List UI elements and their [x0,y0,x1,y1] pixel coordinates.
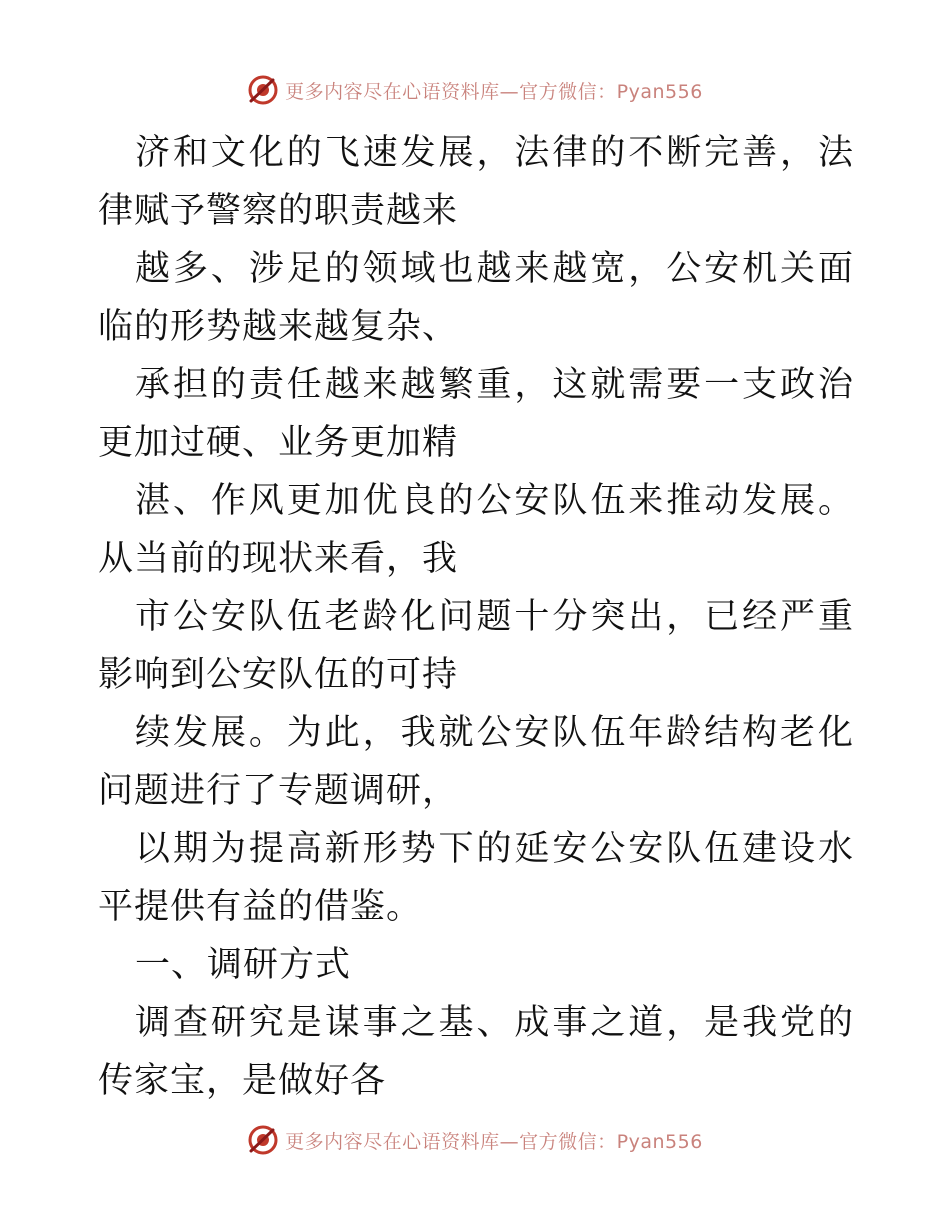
header-watermark [0,70,950,110]
paragraph-3: 承担的责任越来越繁重，这就需要一支政治更加过硬、业务更加精 [98,365,854,463]
paragraph-5: 市公安队伍老龄化问题十分突出，已经严重影响到公安队伍的可持 [98,597,854,695]
watermark-text: 更多内容尽在心语资料库—官方微信：Pyan556 [285,80,703,103]
paragraph-4: 湛、作风更加优良的公安队伍来推动发展。从当前的现状来看，我 [98,481,854,579]
watermark-text: 更多内容尽在心语资料库—官方微信：Pyan556 [285,1130,703,1153]
brush-seal-logo-icon [247,1124,279,1156]
paragraph-7: 以期为提高新形势下的延安公安队伍建设水平提供有益的借鉴。 [98,829,854,927]
paragraph-6: 续发展。为此，我就公安队伍年龄结构老化问题进行了专题调研， [98,713,854,811]
section-heading: 一、调研方式 [135,945,352,985]
paragraph-1: 济和文化的飞速发展，法律的不断完善，法律赋予警察的职责越来 [98,133,854,231]
paragraph-8: 调查研究是谋事之基、成事之道，是我党的传家宝，是做好各 [98,1003,854,1101]
footer-watermark [0,1120,950,1160]
brush-seal-logo-icon [247,74,279,106]
paragraph-2: 越多、涉足的领域也越来越宽，公安机关面临的形势越来越复杂、 [98,249,854,347]
document-body [98,124,854,1110]
